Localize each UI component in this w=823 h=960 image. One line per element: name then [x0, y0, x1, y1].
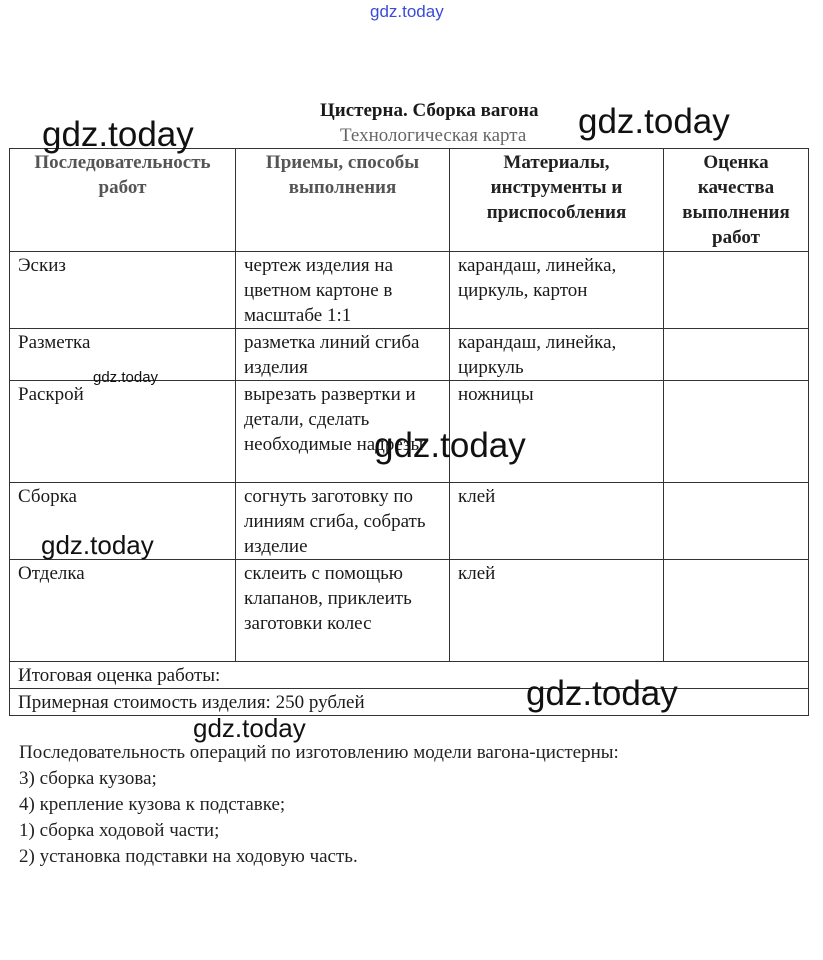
list-item: 3) сборка кузова;	[19, 768, 157, 789]
cell-method: чертеж изделия на цветном картоне в масштабе 1:1	[236, 252, 450, 329]
document-subtitle: Технологическая карта	[340, 125, 527, 146]
cell-grade	[664, 483, 809, 560]
cell-method: склеить с помощью клапанов, приклеить заготовки колес	[236, 560, 450, 662]
list-item: 1) сборка ходовой части;	[19, 820, 220, 841]
cell-step: Эскиз	[10, 252, 236, 329]
cell-method: вырезать развертки и детали, сделать необходимые надрезы	[236, 381, 450, 483]
table-row	[10, 560, 809, 662]
table-header-row	[10, 149, 809, 252]
cell-materials: ножницы	[450, 381, 664, 483]
watermark-left-title: gdz.today	[42, 115, 194, 154]
estimated-cost: Примерная стоимость изделия: 250 рублей	[10, 689, 809, 716]
cell-step: Отделка	[10, 560, 236, 662]
cell-materials: клей	[450, 483, 664, 560]
cell-grade	[664, 329, 809, 381]
watermark-table-small: gdz.today	[93, 369, 159, 386]
cell-step: Сборка	[10, 483, 236, 560]
operations-heading: Последовательность операций по изготовлению модели вагона-цистерны:	[19, 742, 619, 763]
document-title: Цистерна. Сборка вагона	[320, 100, 539, 121]
watermark-table-left: gdz.today	[41, 530, 154, 560]
watermark-table-center: gdz.today	[374, 426, 526, 465]
watermark-top[interactable]: gdz.today	[370, 2, 444, 21]
cell-grade	[664, 381, 809, 483]
header-materials: Материалы, инструменты и приспособления	[450, 149, 664, 252]
list-item: 2) установка подставки на ходовую часть.	[19, 846, 358, 867]
total-grade: Итоговая оценка работы:	[10, 662, 809, 689]
table-cost-row	[10, 689, 809, 716]
watermark-right-title: gdz.today	[578, 102, 730, 141]
cell-step: Разметка	[10, 329, 236, 381]
cell-method: разметка линий сгиба изделия	[236, 329, 450, 381]
cell-materials: карандаш, линейка, циркуль, картон	[450, 252, 664, 329]
table-row	[10, 252, 809, 329]
cell-step: Раскрой	[10, 381, 236, 483]
watermark-below-table: gdz.today	[193, 713, 306, 743]
header-sequence: Последовательность работ	[10, 149, 236, 252]
watermark-bottom-right: gdz.today	[526, 674, 678, 713]
header-methods: Приемы, способы выполнения	[236, 149, 450, 252]
cell-method: согнуть заготовку по линиям сгиба, собрать изделие	[236, 483, 450, 560]
cell-grade	[664, 252, 809, 329]
list-item: 4) крепление кузова к подставке;	[19, 794, 286, 815]
header-quality: Оценка качества выполнения работ	[664, 149, 809, 252]
cell-materials: клей	[450, 560, 664, 662]
cell-materials: карандаш, линейка, циркуль	[450, 329, 664, 381]
cell-grade	[664, 560, 809, 662]
table-total-row	[10, 662, 809, 689]
operations-list	[19, 740, 619, 870]
